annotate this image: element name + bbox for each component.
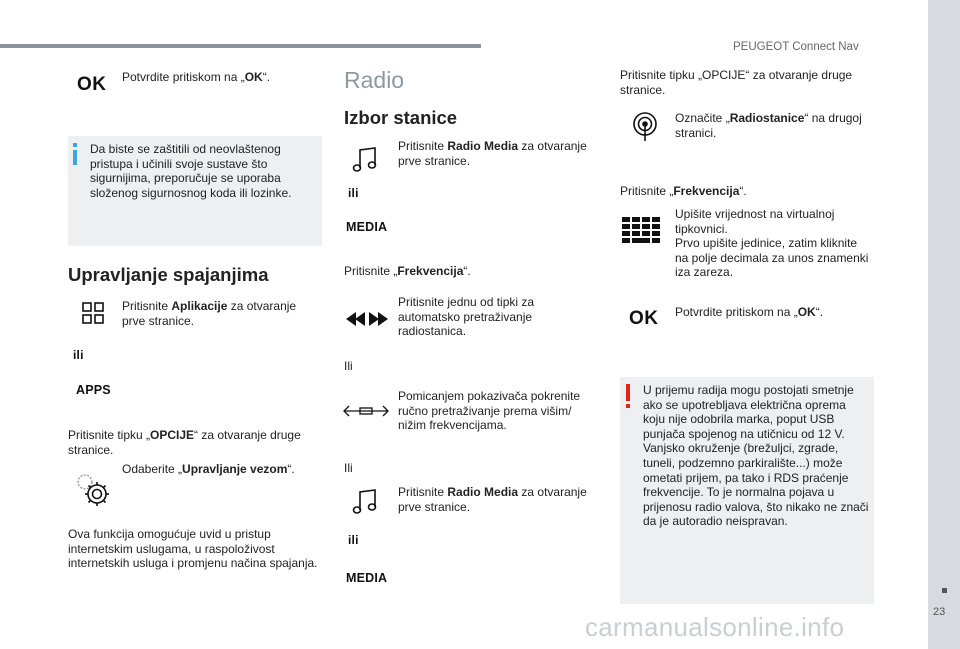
section-title: PEUGEOT Connect Nav: [733, 41, 859, 53]
header-rule: [0, 44, 481, 48]
warning-box: [620, 377, 874, 604]
seek-arrows-icon: [346, 310, 388, 328]
or-label: ili: [73, 348, 84, 362]
ok-icon: OK: [629, 308, 659, 329]
radio-media-instruction-2: Pritisnite Radio Media za otvaranje prve stranice.: [398, 485, 587, 514]
or-label: Ili: [344, 359, 353, 373]
page-marker: [942, 588, 947, 593]
info-text: Da biste se zaštitili od neovlaštenog pristupa i učinili svoje sustave što sigurnijima, preporučuje se uporaba složenog sigurnosnog koda ili lozinke.: [90, 142, 292, 200]
connections-heading: Upravljanje spajanjima: [68, 264, 269, 285]
page-number: 23: [933, 606, 946, 618]
frequency-slider-icon: [342, 404, 390, 418]
music-note-icon: [352, 488, 378, 516]
apps-button-label: APPS: [76, 383, 111, 397]
ok-instruction: Potvrdite pritiskom na „OK“.: [675, 305, 824, 319]
or-label: Ili: [344, 461, 353, 475]
seek-instruction: Pritisnite jednu od tipki za automatsko pretraživanje radiostanica.: [398, 295, 535, 339]
ok-icon: OK: [77, 74, 107, 95]
slider-instruction: Pomicanjem pokazivača pokrenite ručno pretraživanje prema višim/ nižim frekvencijama.: [398, 389, 581, 433]
frequency-instruction: Pritisnite „Frekvencija“.: [620, 184, 747, 198]
apps-instruction: Pritisnite Aplikacije za otvaranje prve stranice.: [122, 299, 297, 328]
connections-footnote: Ova funkcija omogućuje uvid u pristup internetskim uslugama, u raspoloživost internetskih usluga i promjenu načina spajanja.: [68, 527, 318, 571]
keypad-instruction: Upišite vrijednost na virtualnoj tipkovnici. Prvo upišite jedinice, zatim kliknite na polje decimala za unos znamenki iza zareza.: [675, 207, 869, 280]
connection-instruction: Odaberite „Upravljanje vezom“.: [122, 462, 295, 476]
ok-instruction: Potvrdite pritiskom na „OK“.: [122, 70, 271, 84]
keypad-icon: [622, 217, 662, 245]
radio-station-icon: [632, 112, 658, 142]
warning-icon: [626, 384, 630, 408]
radio-title: Radio: [344, 67, 405, 93]
options-instruction: Pritisnite tipku „OPCIJE“ za otvaranje druge stranice.: [68, 428, 301, 457]
page-sidebar: [928, 0, 960, 649]
media-button-label: MEDIA: [346, 220, 388, 234]
connection-settings-icon: [74, 470, 112, 508]
or-label: ili: [348, 186, 359, 200]
info-icon: [73, 143, 77, 165]
watermark: carmanualsonline.info: [585, 612, 845, 642]
radio-media-instruction-1: Pritisnite Radio Media za otvaranje prve stranice.: [398, 139, 587, 168]
media-button-label: MEDIA: [346, 571, 388, 585]
apps-grid-icon: [82, 302, 104, 324]
or-label: ili: [348, 533, 359, 547]
station-select-heading: Izbor stanice: [344, 107, 458, 128]
info-box: [68, 136, 322, 246]
music-note-icon: [352, 146, 378, 174]
station-instruction: Označite „Radiostanice“ na drugoj stranici.: [675, 111, 862, 140]
options-instruction: Pritisnite tipku „OPCIJE“ za otvaranje druge stranice.: [620, 68, 853, 97]
frequency-instruction: Pritisnite „Frekvencija“.: [344, 264, 471, 278]
warning-text: U prijemu radija mogu postojati smetnje ako se upotrebljava električna oprema koju nije odobrila marka, poput USB punjača spojenog na utičnicu od 12 V. Vanjsko okruženje (brežuljci, zgrade, tuneli, podzemno parkiralište...) može ometati prijem, pa tako i RDS praćenje frekvencije. To je normalna pojava u prijenosu radio valova, što nikako ne znači da je autoradio neispravan.: [643, 383, 869, 529]
